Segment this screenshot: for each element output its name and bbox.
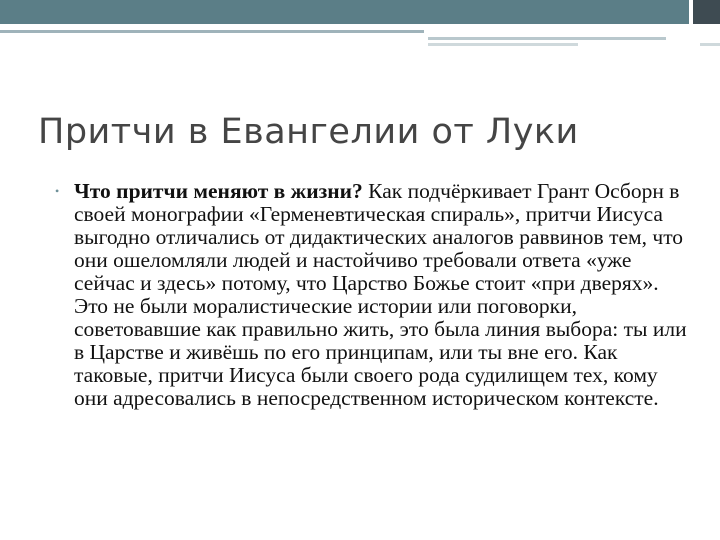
bullet-marker: •: [55, 184, 60, 198]
header-decor-line: [428, 43, 578, 46]
lead-question: Что притчи меняют в жизни?: [74, 179, 363, 203]
header-decor-bar: [0, 0, 690, 24]
header-decor-line: [700, 43, 720, 46]
header-decor-bar-dark: [693, 0, 720, 24]
header-decor-line: [428, 37, 666, 40]
body-paragraph: [54, 180, 694, 410]
body-content: Как подчёркивает Грант Осборн в своей монографии «Герменевтическая спираль», притчи Иисуса выгодно отличались от дидактических аналогов раввинов тем, что они ошеломляли людей и настойчиво требовали ответа «уже сейчас и здесь» потому, что Царство Божье стоит «при дверях». Это не были моралистические истории или поговорки, советовавшие как правильно жить, это была линия выбора: ты или в Царстве и живёшь по его принципам, или ты вне его. Как таковые, притчи Иисуса были своего рода судилищем тех, кому они адресовались в непосредственном историческом контексте.: [74, 179, 687, 410]
body-text: [74, 180, 694, 410]
header-decor-line: [0, 30, 424, 33]
slide-title: Притчи в Евангелии от Луки: [38, 112, 579, 152]
